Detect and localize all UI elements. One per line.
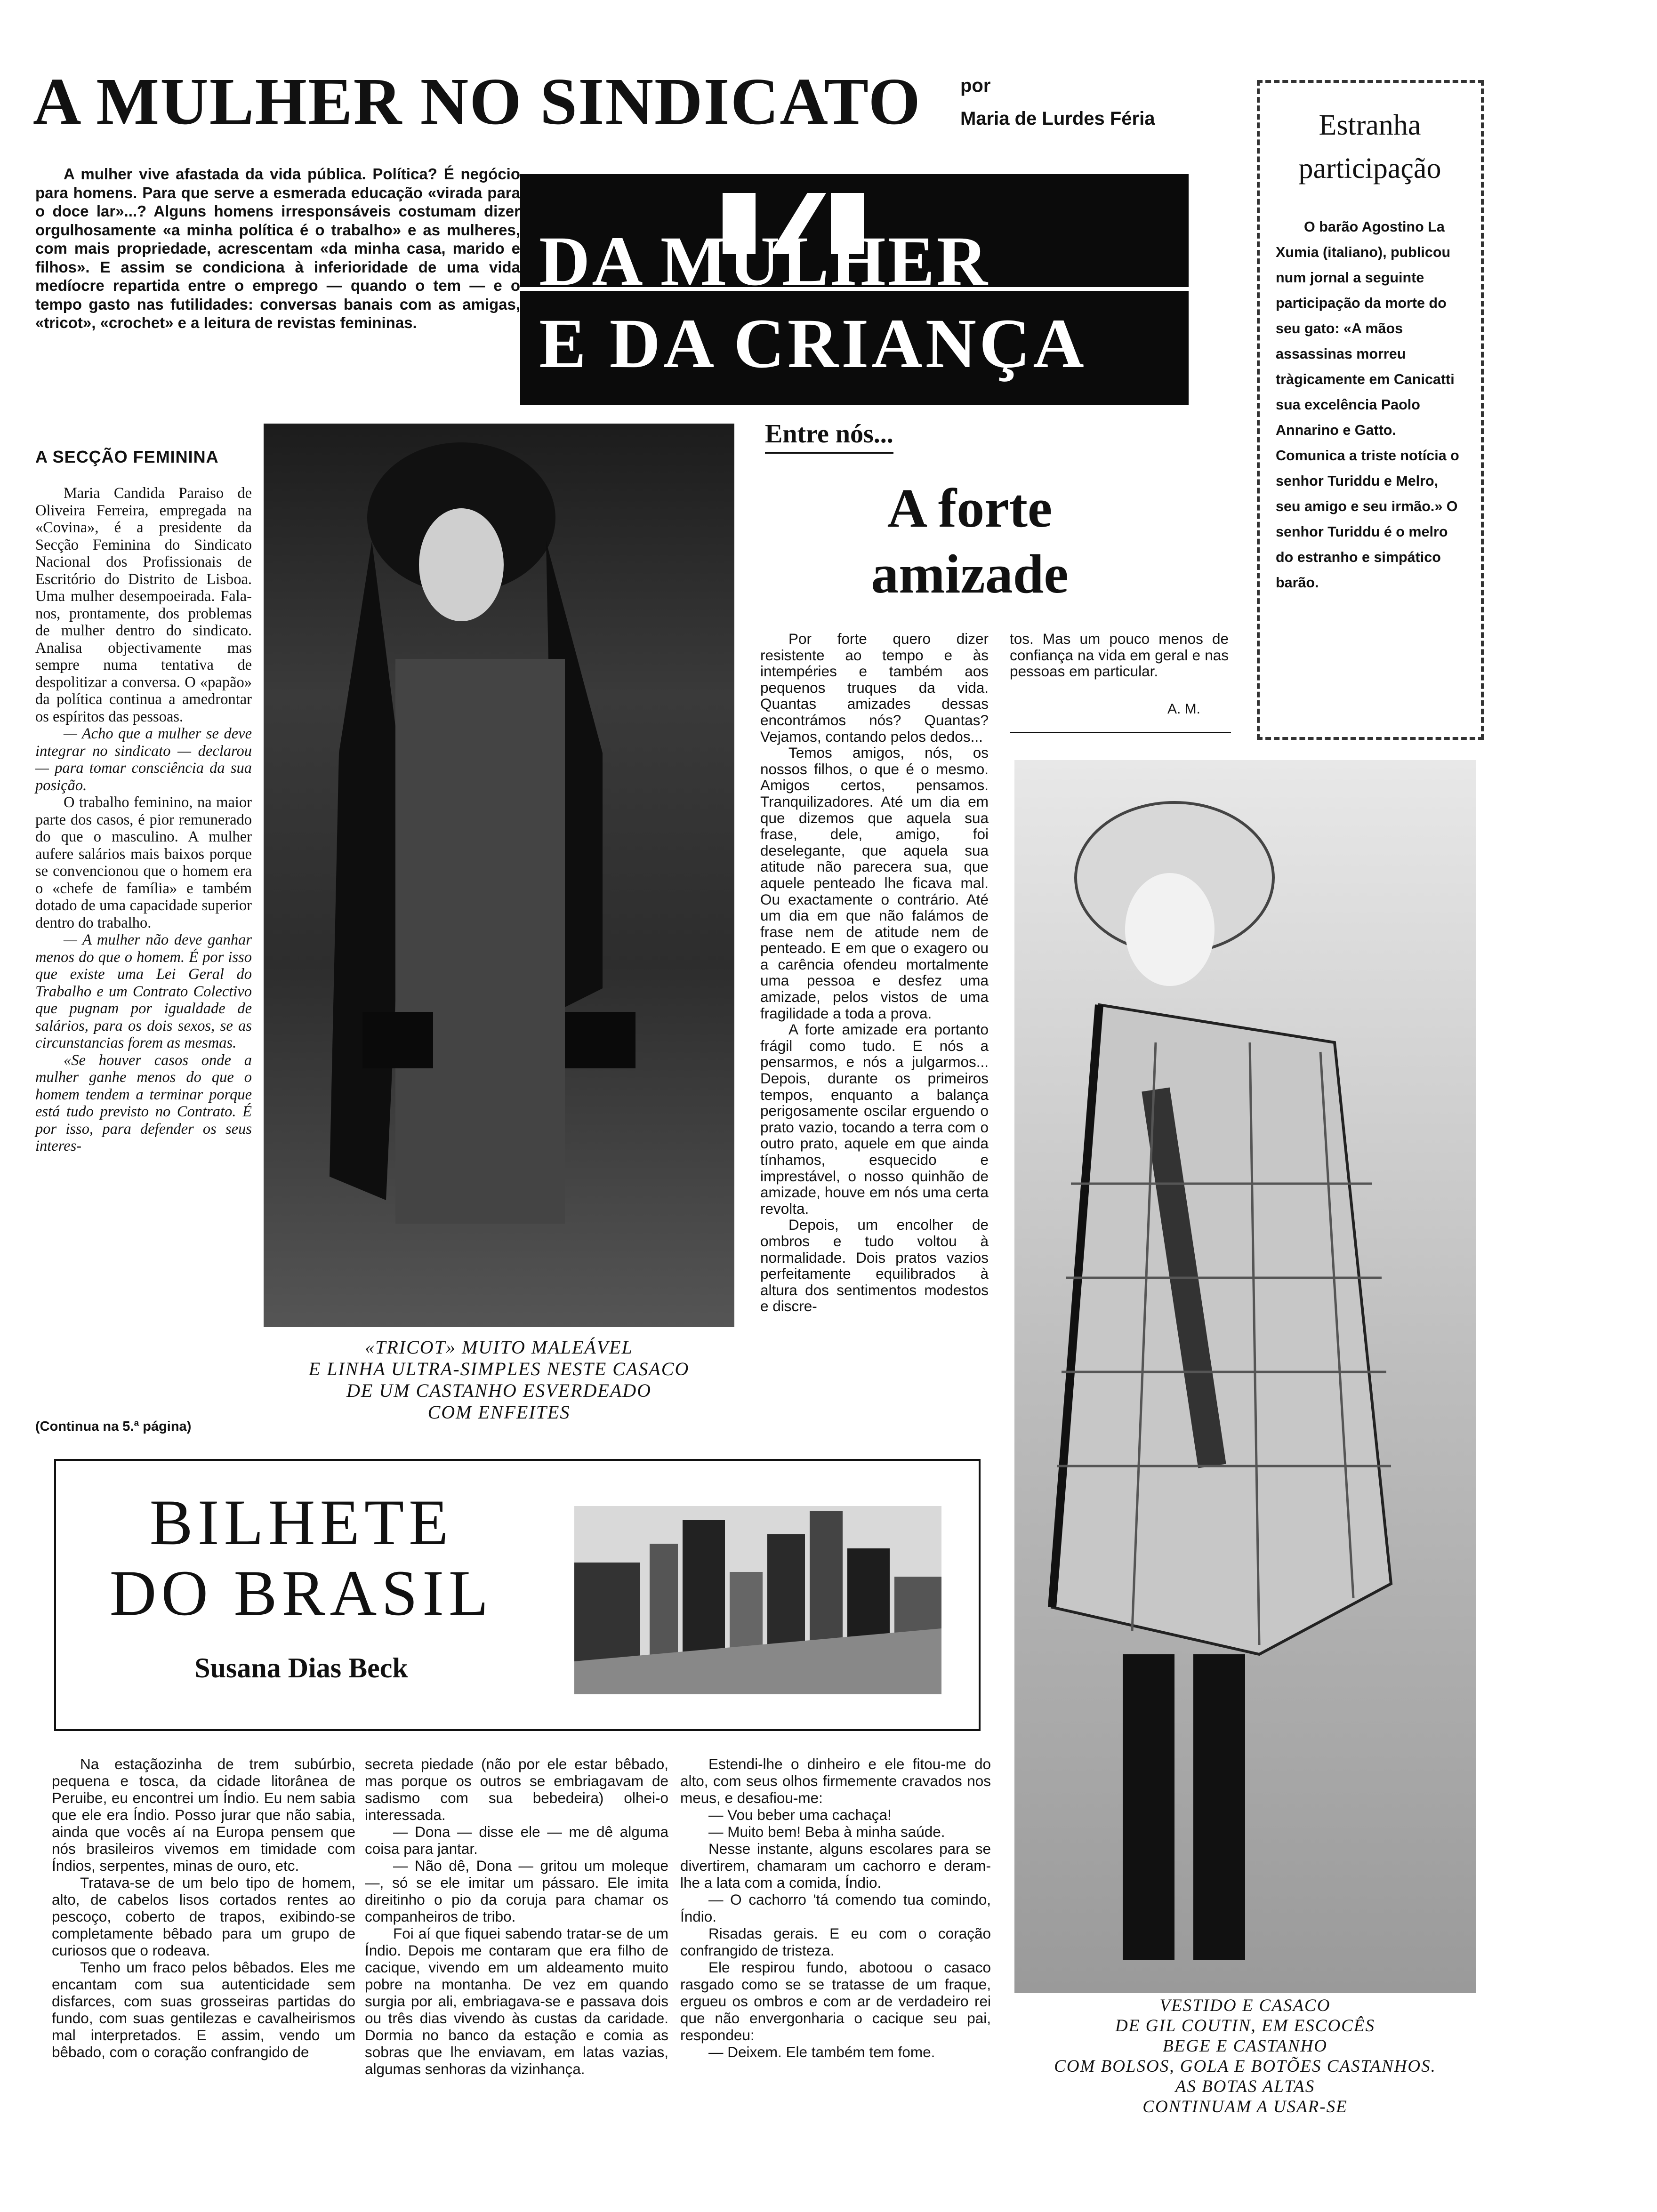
tricot-coat-photo — [264, 424, 734, 1327]
caption-line: BEGE E CASTANHO — [1163, 2036, 1327, 2056]
bilhete-paragraph: secreta piedade (não por ele estar bêbado, mas porque os outros se embriagavam de sadismo com sua bebedeira) olhei-o interessada. — [365, 1755, 668, 1823]
amizade-paragraph: tos. Mas um pouco menos de confiança na vida em geral e nas pessoas em particular. — [1010, 630, 1229, 680]
bilhete-paragraph: Na estaçãozinha de trem subúrbio, pequena e tosca, da cidade litorânea de Peruibe, eu encontrei um Índio. Eu nem sabia que ele era Índio. Posso jurar que não sabia, ainda que vocês aí na Europa pensem que nós brasileiros vivemos em timidade com Índios, serpentes, minas de ouro, etc. — [52, 1755, 355, 1874]
sidebar-title — [1266, 104, 1473, 190]
caption-line: AS BOTAS ALTAS — [1175, 2077, 1315, 2096]
sidebar-paragraph: O barão Agostino La Xumia (italiano), publicou num jornal a seguinte participação da morte do seu gato: «A mãos assassinas morreu tràgicamente em Canicatti sua excelência Paolo Annarino e Gatto. Comunica a triste notícia o senhor Turiddu e Melro, seu amigo e seu irmão.» O senhor Turiddu é o melro do estranho e simpático barão. — [1276, 219, 1459, 591]
masthead-line2: E DA CRIANÇA — [539, 305, 1087, 383]
sidebar-title-line: participação — [1298, 152, 1441, 184]
bilhete-paragraph: Foi aí que fiquei sabendo tratar-se de um Índio. Depois me contaram que era filho de cacique, vivendo em um aldeamento muito pobre na montanha. De vez em quando surgia por ali, embriagava-se e passava dois ou três dias vivendo às custas da caridade. Dormia no banco da estação e comia as sobras que lhe enviavam, em latas vazias, algumas senhoras da vizinhança. — [365, 1925, 668, 2077]
headline-author: Maria de Lurdes Féria — [960, 108, 1155, 129]
masthead-line1: DA MULHER — [539, 222, 989, 300]
bilhete-paragraph: — Vou beber uma cachaça! — [708, 1806, 892, 1823]
section-paragraph: — Acho que a mulher se deve integrar no sindicato — declarou — para tomar consciência da sua posição. — [35, 725, 252, 794]
caption-line: COM BOLSOS, GOLA E BOTÕES CASTANHOS. — [1054, 2057, 1436, 2076]
bilhete-paragraph: Risadas gerais. E eu com o coração confrangido de tristeza. — [680, 1925, 991, 1959]
section-paragraph: «Se houver casos onde a mulher ganhe menos do que o homem tendem a terminar porque está tudo previsto no Contrato. É por isso, para defender os seus interes- — [35, 1051, 252, 1154]
bilhete-author: Susana Dias Beck — [194, 1652, 408, 1683]
bilhete-column-1 — [52, 1755, 355, 2060]
amizade-kicker: Entre nós... — [765, 419, 893, 454]
bilhete-paragraph: — Deixem. Ele também tem fome. — [708, 2044, 935, 2060]
section-column — [35, 485, 252, 1155]
bilhete-column-2 — [365, 1755, 668, 2077]
bilhete-title — [75, 1487, 527, 1628]
bilhete-paragraph: Nesse instante, alguns escolares para se divertirem, chamaram um cachorro e deram-lhe a lata com a comida, Índio. — [680, 1840, 991, 1891]
bilhete-paragraph: — Muito bem! Beba à minha saúde. — [708, 1823, 945, 1840]
coat-dress-photo — [1014, 760, 1476, 1993]
bilhete-paragraph: — Dona — disse ele — me dê alguma coisa para jantar. — [365, 1823, 668, 1857]
amizade-rule — [1010, 732, 1231, 733]
intro-paragraph: A mulher vive afastada da vida pública. Política? É negócio para homens. Para que serve a esmerada educação «virada para o doce lar»...? Alguns homens irresponsáveis costumam dizer orgulhosamente «a minha política é o trabalho» e as mulheres, com mais propriedade, acrescentam «da minha casa, marido e filhos». E assim se condiciona à inferioridade de uma vida medíocre repartida entre o emprego — quando o tem — e o tempo gasto nas futilidades: conversas banais com as amigas, «tricot», «crochet» e a leitura de revistas femininas. — [35, 165, 520, 331]
sidebar-text — [1276, 214, 1466, 595]
caption-line: DE UM CASTANHO ESVERDEADO — [346, 1380, 652, 1401]
coat-dress-caption — [1003, 1996, 1488, 2117]
bilhete-paragraph: Tratava-se de um belo tipo de homem, alto, de cabelos lisos cortados rentes ao pescoço, coberto de trapos, exibindo-se completamente bêbado para um grupo de curiosos que o rodeava. — [52, 1874, 355, 1959]
intro-text — [35, 165, 520, 332]
headline-title: A MULHER NO SINDICATO — [33, 64, 921, 138]
amizade-column-1 — [760, 631, 989, 1314]
amizade-paragraph: Depois, um encolher de ombros e tudo voltou à normalidade. Dois pratos vazios perfeitamente equilibrados à altura dos sentimentos modestos e discre- — [760, 1216, 989, 1315]
amizade-title-line: A forte — [887, 477, 1053, 539]
continued-note: (Continua na 5.ª página) — [35, 1419, 192, 1434]
skyline-graphic — [574, 1506, 941, 1694]
model-figure — [1014, 760, 1476, 1993]
bilhete-paragraph: — Não dê, Dona — gritou um moleque —, só se ele imitar um pássaro. Ele imita direitinho o pio da coruja para chamar os companheiros de tribo. — [365, 1857, 668, 1925]
bilhete-paragraph: Tenho um fraco pelos bêbados. Eles me encantam com sua autenticidade sem disfarces, com suas grosseiras partidas do fundo, com suas gentilezas e cavalheirismos mal interpretados. E assim, vendo um bêbado, com o coração confrangido de — [52, 1959, 355, 2060]
section-subhead: A SECÇÃO FEMININA — [35, 447, 219, 466]
amizade-title — [765, 475, 1174, 607]
bilhete-title-line: DO BRASIL — [109, 1557, 493, 1629]
headline-by-label: por — [960, 75, 991, 96]
model-figure — [264, 424, 734, 1327]
caption-line: DE GIL COUTIN, EM ESCOCÊS — [1115, 2016, 1375, 2036]
amizade-title-line: amizade — [871, 543, 1069, 605]
caption-line: CONTINUAM A USAR-SE — [1142, 2097, 1348, 2116]
section-paragraph: — A mulher não deve ganhar menos do que o homem. É por isso que existe uma Lei Geral do Trabalho e um Contrato Colectivo que pugnam por igualdade de salários, para os dois sexos, se as circunstancias forem as mesmas. — [35, 931, 252, 1051]
bilhete-paragraph: — O cachorro 'tá comendo tua comindo, Índio. — [680, 1891, 991, 1925]
caption-line: E LINHA ULTRA-SIMPLES NESTE CASACO — [308, 1358, 690, 1379]
city-skyline-illustration — [574, 1506, 941, 1694]
bilhete-paragraph: Ele respirou fundo, abotoou o casaco rasgado como se se tratasse de um fraque, ergueu os ombros e com ar de verdadeiro rei que não envergonharia o cacique seu pai, respondeu: — [680, 1959, 991, 2044]
amizade-paragraph: A forte amizade era portanto frágil como tudo. E nós a pensarmos, e nós a julgarmos... Depois, durante os primeiros tempos, enquanto a balança perigosamente oscilar erguendo o prato vazio, tocando a terra com o outro prato, aquele em que ainda tínhamos, esquecido e imprestável, o nosso quinhão de amizade, houve em nós uma certa revolta. — [760, 1021, 989, 1217]
caption-line: «TRICOT» MUITO MALEÁVEL — [365, 1337, 633, 1358]
amizade-paragraph: Por forte quero dizer resistente ao tempo e às intempéries e também aos pequenos truques da vida. Quantas amizades dessas encontrámos nós? Quantas? Vejamos, contando pelos dedos... — [760, 630, 989, 745]
section-paragraph: Maria Candida Paraiso de Oliveira Ferreira, empregada na «Covina», é a presidente da Secção Feminina do Sindicato Nacional dos Profissionais de Escritório do Distrito de Lisboa. Uma mulher desempoeirada. Fala-nos, prontamente, dos problemas de mulher dentro do sindicato. Analisa objectivamente mas sempre numa tentativa de despolitizar a conversa. O «papão» da política continua a amedrontar os espíritos das pessoas. — [35, 485, 252, 725]
tricot-caption — [264, 1337, 734, 1423]
bilhete-title-line: BILHETE — [149, 1486, 453, 1558]
amizade-column-2 — [1010, 631, 1229, 680]
bilhete-column-3 — [680, 1755, 991, 2060]
sidebar-title-line: Estranha — [1319, 109, 1421, 141]
caption-line: COM ENFEITES — [427, 1402, 571, 1423]
bilhete-paragraph: Estendi-lhe o dinheiro e ele fitou-me do alto, com seus olhos firmemente cravados nos meus, e desafiou-me: — [680, 1755, 991, 1806]
masthead — [520, 174, 1189, 405]
amizade-signature: A. M. — [1167, 701, 1201, 717]
caption-line: VESTIDO E CASACO — [1159, 1996, 1331, 2015]
section-paragraph: O trabalho feminino, na maior parte dos casos, é pior remunerado do que o masculino. A mulher aufere salários mais baixos porque se convencionou que o homem era o «chefe de família» e também dotado de uma capacidade superior dentro do trabalho. — [35, 794, 252, 931]
amizade-paragraph: Temos amigos, nós, os nossos filhos, o que é o mesmo. Amigos certos, pensamos. Tranquilizadores. Até um dia em que dizemos que aquela sua frase, dele, amigo, foi deselegante, que aquela sua atitude não parecera sua, que aquele penteado lhe ficava mal. Ou exactamente o contrário. Até um dia em que não falámos de frase nem de atitude nem de penteado. E em que o exagero ou a carência ofendeu mortalmente uma pessoa e desfez uma amizade, pelos vistos de uma fragilidade a toda a prova. — [760, 744, 989, 1022]
